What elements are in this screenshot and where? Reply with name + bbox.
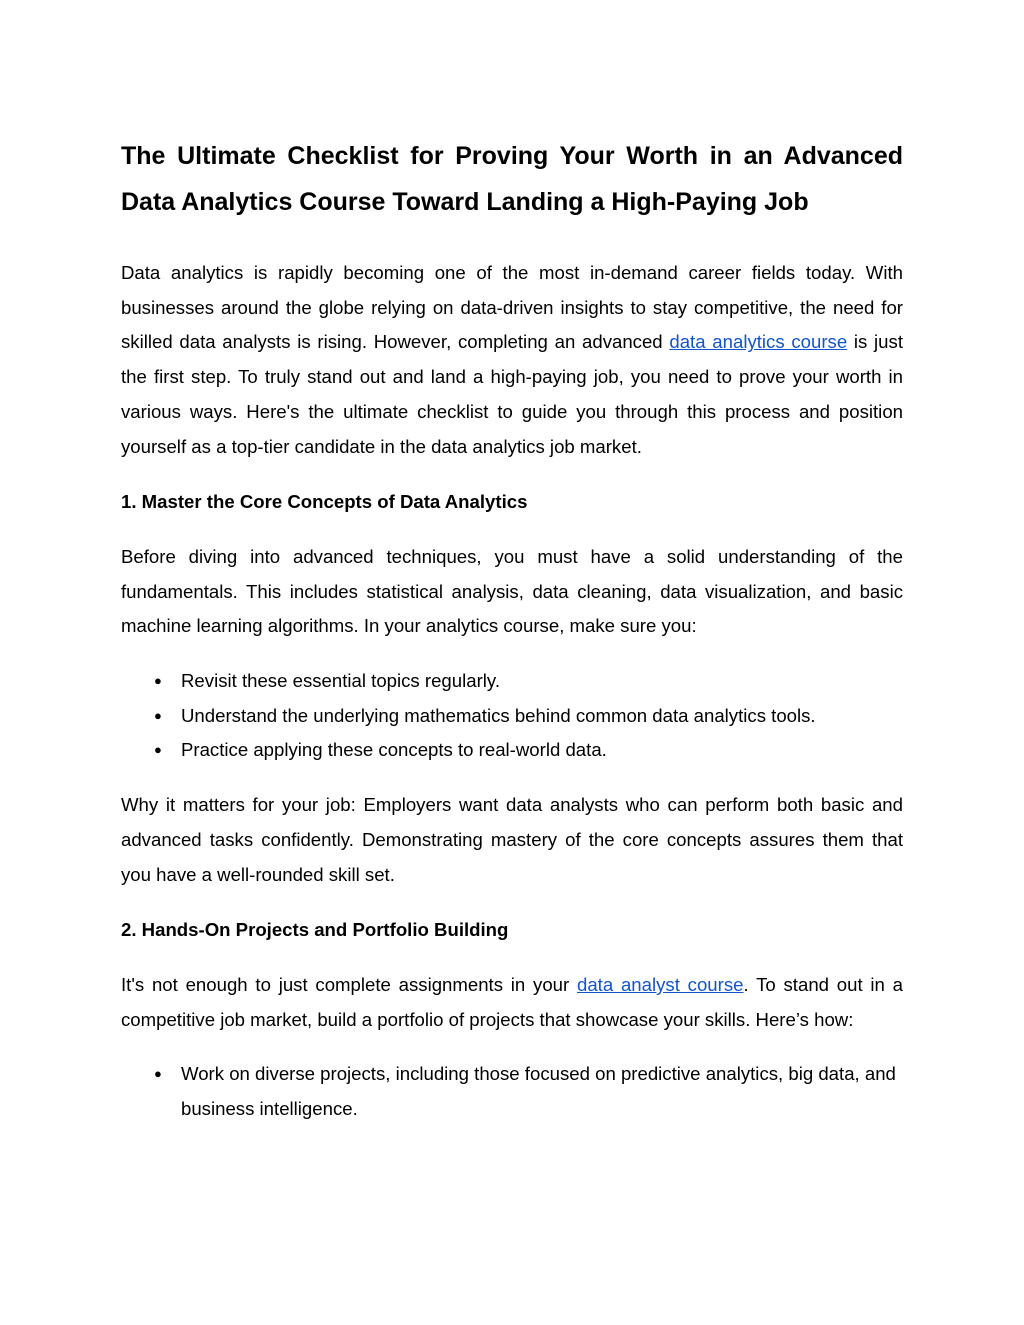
section-1-heading: 1. Master the Core Concepts of Data Analytics xyxy=(121,491,528,513)
intro-text-before-link: Data analytics is rapidly becoming one of the most in-demand career fields today. With businesses around the globe relying on data-driven insights to stay competitive, the need for skilled data analysts is rising. However, completing an advanced xyxy=(121,262,903,353)
list-item xyxy=(121,733,903,768)
bullet-icon: ● xyxy=(154,1066,162,1082)
section-2-paragraph xyxy=(121,968,903,1037)
bullet-icon: ● xyxy=(154,707,162,723)
list-item-text: Work on diverse projects, including those focused on predictive analytics, big data, and business intelligence. xyxy=(181,1063,896,1120)
document-title: The Ultimate Checklist for Proving Your Worth in an Advanced Data Analytics Course Toward Landing a High-Paying Job xyxy=(121,142,903,216)
list-item-text: Understand the underlying mathematics behind common data analytics tools. xyxy=(181,704,816,726)
list-item xyxy=(121,1057,903,1126)
section-2-bullet-list xyxy=(121,1057,903,1126)
list-item xyxy=(121,664,903,699)
data-analytics-course-link[interactable]: data analytics course xyxy=(669,331,848,353)
bullet-icon: ● xyxy=(154,742,162,758)
section-2-text-after-link: . To stand out in a competitive job market, build a portfolio of projects that showcase your skills. Here’s how: xyxy=(121,973,903,1030)
section-2-text-before-link: It's not enough to just complete assignments in your xyxy=(121,973,577,995)
list-item-text: Revisit these essential topics regularly. xyxy=(181,670,500,692)
intro-text-after-link: is just the first step. To truly stand out and land a high-paying job, you need to prove your worth in various ways. Here's the ultimate checklist to guide you through this process and position yourself as a top-tier candidate in the data analytics job market. xyxy=(121,331,903,457)
section-1-why-paragraph: Why it matters for your job: Employers want data analysts who can perform both basic and advanced tasks confidently. Demonstrating mastery of the core concepts assures them that you have a well-rounded skill set. xyxy=(121,794,903,885)
data-analyst-course-link[interactable]: data analyst course xyxy=(577,973,744,995)
intro-paragraph xyxy=(121,256,903,464)
bullet-icon: ● xyxy=(154,673,162,689)
list-item-text: Practice applying these concepts to real-world data. xyxy=(181,739,607,761)
list-item xyxy=(121,699,903,734)
document-page xyxy=(121,133,903,1127)
section-2-heading: 2. Hands-On Projects and Portfolio Building xyxy=(121,919,509,941)
section-1-bullet-list xyxy=(121,664,903,768)
section-1-paragraph: Before diving into advanced techniques, you must have a solid understanding of the fundamentals. This includes statistical analysis, data cleaning, data visualization, and basic machine learning algorithms. In your analytics course, make sure you: xyxy=(121,545,903,637)
